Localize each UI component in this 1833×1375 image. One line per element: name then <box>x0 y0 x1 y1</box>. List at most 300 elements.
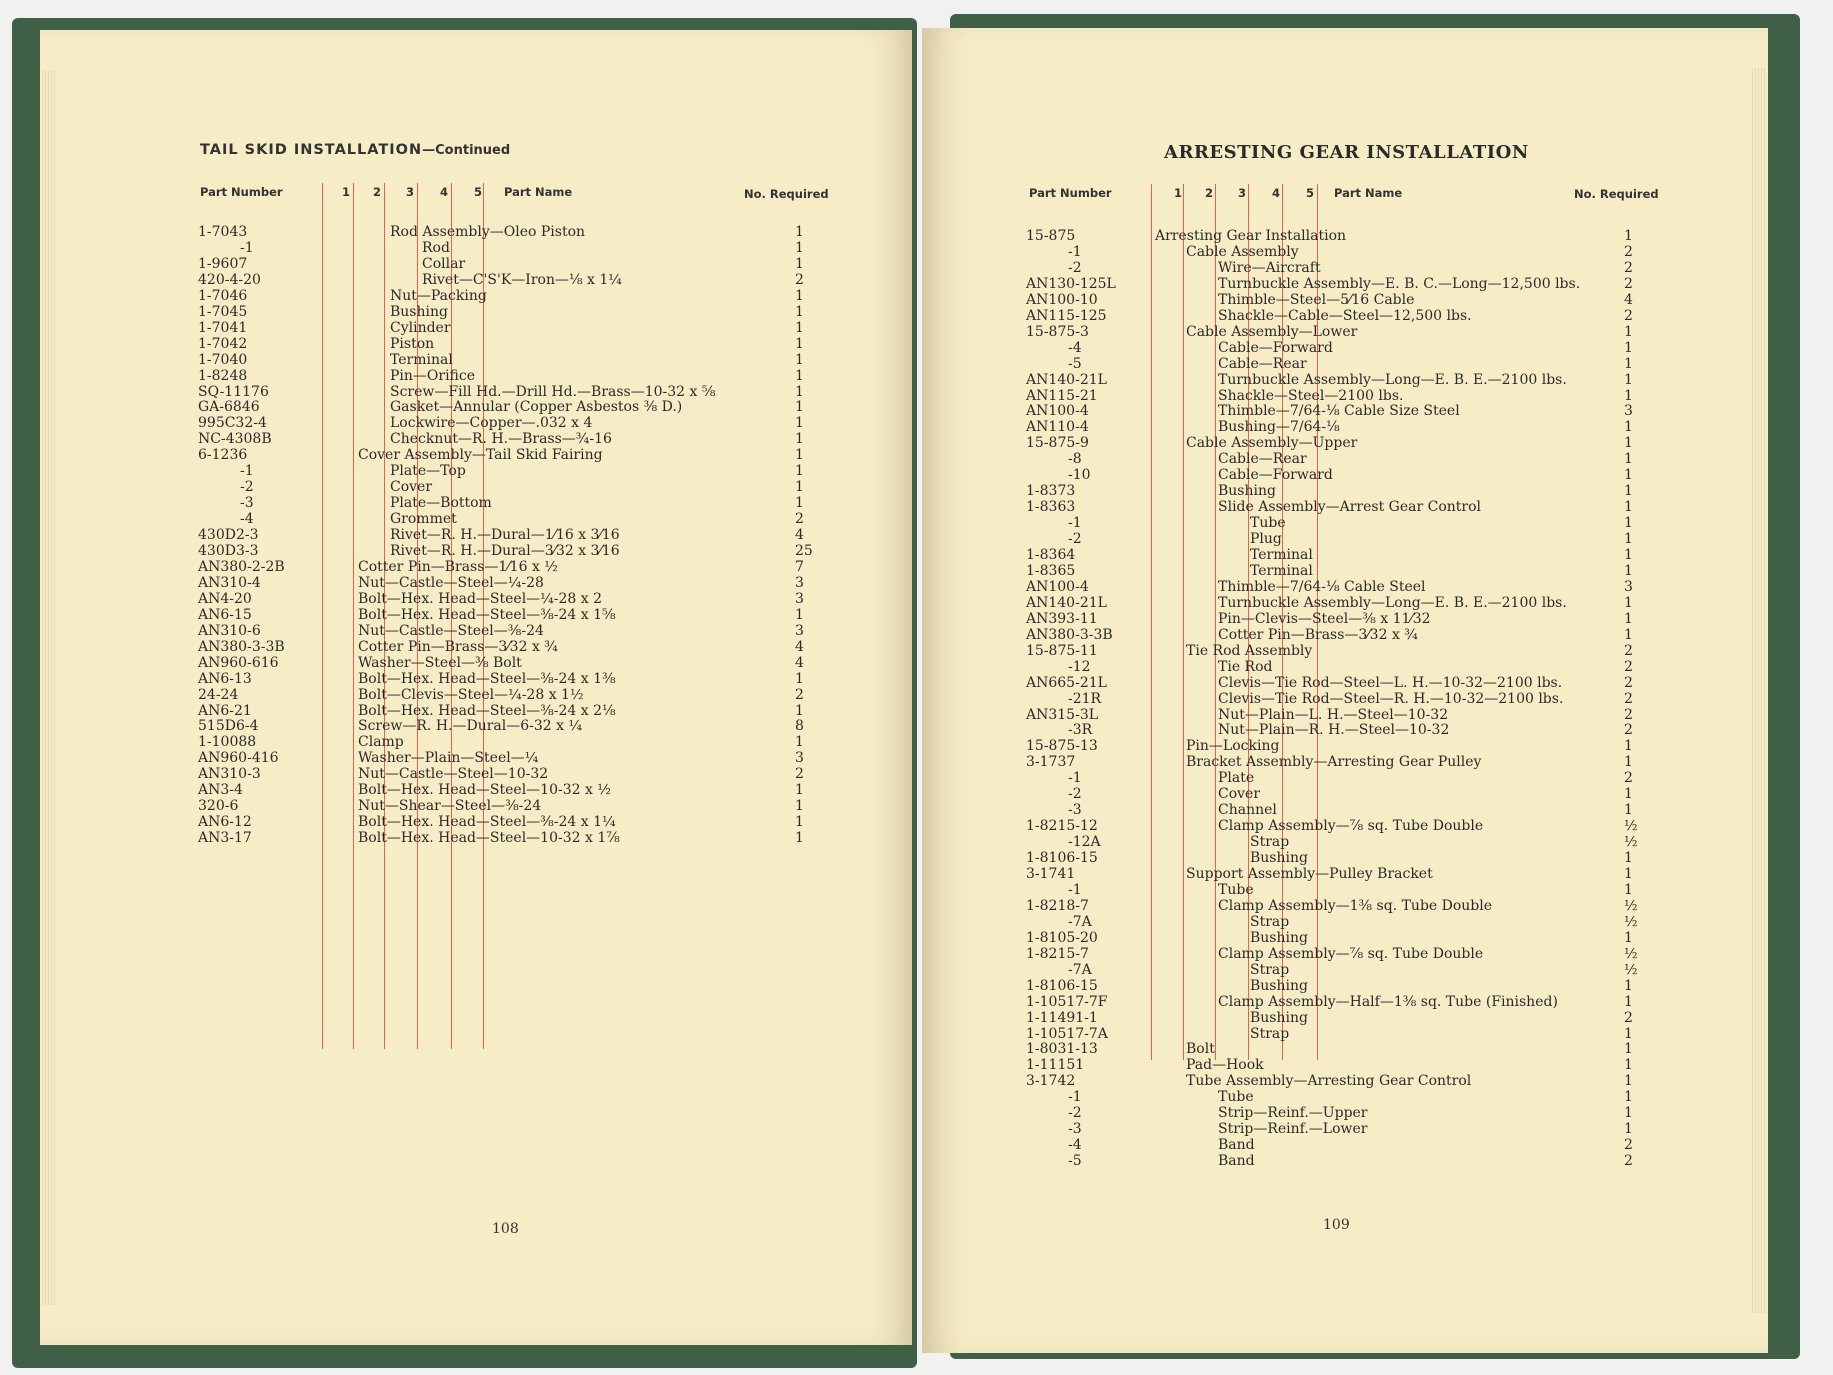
quantity: 2 <box>795 686 804 703</box>
part-number: AN665-21L <box>1026 674 1107 691</box>
table-row <box>922 627 1762 643</box>
part-number: -12A <box>1068 834 1101 851</box>
part-number: AN310-6 <box>198 622 261 639</box>
part-number: 430D3-3 <box>198 543 259 559</box>
part-name: Turnbuckle Assembly—E. B. C.—Long—12,500 lbs. <box>1218 275 1581 292</box>
quantity: 2 <box>1624 674 1633 691</box>
header-no-required: No. Required <box>744 187 829 201</box>
table-row <box>922 531 1762 547</box>
part-number: -2 <box>1068 259 1082 276</box>
table-row <box>922 754 1762 770</box>
part-number: AN4-20 <box>198 590 252 607</box>
table-row <box>40 623 910 639</box>
part-name: Thimble—Steel—5⁄16 Cable <box>1218 291 1415 308</box>
part-name: Turnbuckle Assembly—Long—E. B. E.—2100 lbs. <box>1218 371 1567 388</box>
part-name: Cable—Forward <box>1218 339 1333 356</box>
part-name: Rod Assembly—Oleo Piston <box>390 224 586 240</box>
quantity: 1 <box>1624 1057 1633 1074</box>
table-row <box>922 1026 1762 1042</box>
part-number: -4 <box>240 511 254 528</box>
table-row <box>922 946 1762 962</box>
part-number: -2 <box>1068 1105 1082 1122</box>
table-row <box>922 292 1762 308</box>
quantity: 7 <box>795 558 804 575</box>
header-col-5: 5 <box>1306 186 1315 200</box>
part-name: Strap <box>1250 1025 1290 1042</box>
part-name: Bolt—Hex. Head—Steel—10-32 x 1⅞ <box>358 830 620 847</box>
table-row <box>922 1010 1762 1026</box>
part-number: -3 <box>240 495 254 512</box>
table-row <box>40 320 910 336</box>
title-text: TAIL SKID INSTALLATION <box>200 142 423 158</box>
quantity: 1 <box>795 319 804 336</box>
part-number: -3 <box>1068 802 1082 819</box>
quantity: 1 <box>1624 738 1633 755</box>
quantity: 1 <box>795 415 804 432</box>
part-name: Tie Rod Assembly <box>1186 642 1313 659</box>
table-row <box>922 675 1762 691</box>
table-row <box>40 750 910 766</box>
part-name: Strip—Reinf.—Upper <box>1218 1105 1368 1122</box>
table-row <box>40 671 910 687</box>
part-name: Screw—R. H.—Dural—6-32 x ¼ <box>358 718 583 735</box>
quantity: ½ <box>1624 945 1638 962</box>
part-name: Nut—Castle—Steel—10-32 <box>358 766 549 783</box>
part-number: 3-1741 <box>1026 866 1076 882</box>
part-number: 320-6 <box>198 798 239 815</box>
table-row <box>922 1057 1762 1073</box>
part-name: Clamp Assembly—Half—1⅜ sq. Tube (Finished) <box>1218 993 1558 1010</box>
part-name: Collar <box>422 255 466 272</box>
header-part-number: Part Number <box>1029 186 1112 200</box>
part-name: Grommet <box>390 511 457 528</box>
table-row <box>922 978 1762 994</box>
table-row <box>40 527 910 543</box>
table-row <box>40 352 910 368</box>
part-number: -1 <box>240 239 254 256</box>
page-number: 109 <box>1323 1217 1350 1233</box>
table-row <box>40 718 910 734</box>
part-name: Nut—Shear—Steel—⅜-24 <box>358 798 542 815</box>
quantity: 1 <box>1624 993 1633 1010</box>
part-number: AN960-616 <box>198 654 279 671</box>
table-row <box>922 802 1762 818</box>
part-number: -5 <box>1068 355 1082 372</box>
part-number: 1-10517-7A <box>1026 1025 1108 1042</box>
part-number: -1 <box>1068 1089 1082 1106</box>
part-number: AN110-4 <box>1026 419 1089 436</box>
quantity: 1 <box>1624 1025 1633 1042</box>
part-name: Bracket Assembly—Arresting Gear Pulley <box>1186 754 1482 771</box>
table-row <box>40 798 910 814</box>
quantity: 1 <box>1624 866 1633 882</box>
table-row <box>922 707 1762 723</box>
table-row <box>922 1105 1762 1121</box>
quantity: 1 <box>795 255 804 272</box>
part-name: Clevis—Tie Rod—Steel—R. H.—10-32—2100 lbs. <box>1218 690 1564 707</box>
part-name: Rod <box>422 239 450 256</box>
part-name: Nut—Castle—Steel—¼-28 <box>358 574 544 591</box>
header-col-4: 4 <box>440 185 449 199</box>
part-name: Band <box>1218 1153 1255 1170</box>
quantity: 1 <box>1624 610 1633 627</box>
table-row <box>922 340 1762 356</box>
part-name: Cable—Forward <box>1218 467 1333 484</box>
part-name: Slide Assembly—Arrest Gear Control <box>1218 499 1482 516</box>
quantity: 1 <box>1624 531 1633 548</box>
part-number: AN380-3-3B <box>1026 626 1113 643</box>
quantity: 1 <box>795 335 804 352</box>
part-name: Cover <box>390 479 433 496</box>
table-row <box>922 499 1762 515</box>
part-number: -10 <box>1068 467 1091 484</box>
part-name: Pin—Locking <box>1186 738 1280 755</box>
part-name: Bolt—Hex. Head—Steel—⅜-24 x 1⅜ <box>358 670 616 687</box>
table-row <box>40 463 910 479</box>
part-name: Bolt—Hex. Head—Steel—¼-28 x 2 <box>358 590 602 607</box>
table-row <box>922 276 1762 292</box>
table-row <box>40 447 910 463</box>
part-number: -2 <box>1068 786 1082 803</box>
part-number: 1-8365 <box>1026 562 1076 579</box>
quantity: 1 <box>1624 1089 1633 1106</box>
quantity: 1 <box>1624 419 1633 436</box>
part-number: -4 <box>1068 1137 1082 1154</box>
part-number: 420-4-20 <box>198 271 261 288</box>
part-name: Pin—Orifice <box>390 367 476 384</box>
table-row <box>40 734 910 750</box>
quantity: 4 <box>795 527 804 544</box>
part-name: Cover Assembly—Tail Skid Fairing <box>358 447 603 464</box>
left-page <box>40 30 912 1345</box>
part-number: -3R <box>1068 722 1093 739</box>
quantity: 1 <box>795 830 804 847</box>
table-row <box>40 543 910 559</box>
table-row <box>922 866 1762 882</box>
part-number: 3-1742 <box>1026 1073 1076 1090</box>
part-name: Pin—Clevis—Steel—⅜ x 11⁄32 <box>1218 610 1431 627</box>
quantity: 8 <box>795 718 804 735</box>
header-col-3: 3 <box>1238 186 1247 200</box>
part-name: Bolt—Hex. Head—Steel—10-32 x ½ <box>358 782 611 799</box>
table-row <box>40 607 910 623</box>
part-name: Arresting Gear Installation <box>1155 228 1347 244</box>
table-row <box>922 770 1762 786</box>
quantity: 1 <box>795 734 804 751</box>
part-number: -4 <box>1068 339 1082 356</box>
table-row <box>40 814 910 830</box>
quantity: 1 <box>795 303 804 320</box>
part-number: -1 <box>1068 881 1082 898</box>
part-number: -2 <box>1068 531 1082 548</box>
part-number: 1-11151 <box>1026 1057 1085 1074</box>
part-name: Support Assembly—Pulley Bracket <box>1186 866 1433 882</box>
table-row <box>922 818 1762 834</box>
part-name: Bolt—Hex. Head—Steel—⅜-24 x 2⅛ <box>358 702 616 719</box>
table-row <box>922 595 1762 611</box>
part-name: Wire—Aircraft <box>1218 259 1321 276</box>
part-number: 1-7041 <box>198 319 248 336</box>
part-name: Terminal <box>1250 562 1313 579</box>
part-name: Bolt—Hex. Head—Steel—⅜-24 x 1⅝ <box>358 606 616 623</box>
part-name: Shackle—Cable—Steel—12,500 lbs. <box>1218 307 1472 324</box>
quantity: 25 <box>795 543 813 559</box>
part-number: -2 <box>240 479 254 496</box>
part-name: Screw—Fill Hd.—Drill Hd.—Brass—10-32 x ⅝ <box>390 383 716 400</box>
quantity: 1 <box>1624 850 1633 867</box>
table-row <box>40 272 910 288</box>
quantity: 2 <box>1624 690 1633 707</box>
quantity: 1 <box>795 383 804 400</box>
part-number: AN130-125L <box>1026 275 1116 292</box>
part-name: Checknut—R. H.—Brass—¾-16 <box>390 431 612 448</box>
part-name: Channel <box>1218 802 1277 819</box>
part-number: 24-24 <box>198 686 239 703</box>
quantity: 3 <box>795 590 804 607</box>
quantity: ½ <box>1624 834 1638 851</box>
header-col-2: 2 <box>373 185 382 199</box>
table-row <box>922 1121 1762 1137</box>
part-name: Clamp Assembly—1⅜ sq. Tube Double <box>1218 897 1493 914</box>
quantity: 2 <box>1624 770 1633 787</box>
part-number: 1-10517-7F <box>1026 993 1108 1010</box>
table-row <box>922 930 1762 946</box>
quantity: 1 <box>1624 1121 1633 1138</box>
table-row <box>922 324 1762 340</box>
part-name: Strap <box>1250 834 1290 851</box>
table-row <box>922 228 1762 244</box>
quantity: 3 <box>1624 578 1633 595</box>
table-row <box>40 240 910 256</box>
part-name: Bushing <box>390 303 448 320</box>
quantity: 1 <box>795 224 804 240</box>
part-name: Thimble—7/64-⅛ Cable Steel <box>1218 578 1426 595</box>
quantity: 3 <box>795 622 804 639</box>
table-row <box>922 722 1762 738</box>
quantity: 1 <box>795 702 804 719</box>
part-number: AN3-17 <box>198 830 252 847</box>
quantity: 1 <box>1624 467 1633 484</box>
part-name: Cable Assembly—Upper <box>1186 435 1358 452</box>
part-number: AN100-10 <box>1026 291 1098 308</box>
quantity: 2 <box>1624 275 1633 292</box>
quantity: 2 <box>1624 658 1633 675</box>
part-number: 1-8215-12 <box>1026 818 1098 835</box>
table-row <box>922 308 1762 324</box>
part-number: 3-1737 <box>1026 754 1076 771</box>
table-row <box>40 639 910 655</box>
part-number: AN140-21L <box>1026 594 1107 611</box>
table-row <box>922 1089 1762 1105</box>
quantity: 1 <box>795 782 804 799</box>
part-name: Lockwire—Copper—.032 x 4 <box>390 415 593 432</box>
part-name: Nut—Packing <box>390 287 487 304</box>
table-row <box>922 1153 1762 1169</box>
part-name: Strap <box>1250 961 1290 978</box>
part-name: Pad—Hook <box>1186 1057 1264 1074</box>
part-number: AN960-416 <box>198 750 279 767</box>
quantity: 1 <box>795 351 804 368</box>
part-number: 1-8248 <box>198 367 248 384</box>
part-number: GA-6846 <box>198 399 260 416</box>
part-name: Bushing—7/64-⅛ <box>1218 419 1340 436</box>
part-name: Strip—Reinf.—Lower <box>1218 1121 1368 1138</box>
table-row <box>40 479 910 495</box>
table-row <box>40 399 910 415</box>
part-number: AN140-21L <box>1026 371 1107 388</box>
header-col-1: 1 <box>342 185 351 199</box>
part-name: Cable Assembly—Lower <box>1186 323 1358 340</box>
part-number: -1 <box>240 463 254 480</box>
title-suffix: —Continued <box>422 143 511 158</box>
table-row <box>40 575 910 591</box>
table-row <box>40 687 910 703</box>
table-row <box>922 1041 1762 1057</box>
part-number: NC-4308B <box>198 431 272 448</box>
part-number: -21R <box>1068 690 1102 707</box>
part-number: 515D6-4 <box>198 718 259 735</box>
table-row <box>922 994 1762 1010</box>
part-number: 1-8105-20 <box>1026 929 1098 946</box>
header-col-2: 2 <box>1205 186 1214 200</box>
table-row <box>922 483 1762 499</box>
part-number: AN310-4 <box>198 574 261 591</box>
part-name: Rivet—R. H.—Dural—3⁄32 x 3⁄16 <box>390 543 620 559</box>
table-row <box>40 224 910 240</box>
table-row <box>922 882 1762 898</box>
part-number: 1-7043 <box>198 224 248 240</box>
part-number: -7A <box>1068 913 1092 930</box>
quantity: 1 <box>1624 547 1633 563</box>
part-name: Cable—Rear <box>1218 355 1307 372</box>
part-name: Plate—Top <box>390 463 466 480</box>
part-number: 1-8218-7 <box>1026 897 1089 914</box>
table-row <box>922 611 1762 627</box>
quantity: 1 <box>795 670 804 687</box>
part-number: SQ-11176 <box>198 383 269 400</box>
quantity: 2 <box>795 766 804 783</box>
part-name: Rivet—C'S'K—Iron—⅛ x 1¼ <box>422 271 622 288</box>
part-name: Cable Assembly <box>1186 243 1299 260</box>
table-row <box>40 256 910 272</box>
part-name: Plug <box>1250 531 1282 548</box>
table-row <box>40 559 910 575</box>
quantity: 1 <box>1624 483 1633 500</box>
part-number: AN100-4 <box>1026 403 1089 420</box>
part-name: Plate <box>1218 770 1255 787</box>
table-row <box>922 962 1762 978</box>
quantity: 2 <box>1624 722 1633 739</box>
part-number: 1-8215-7 <box>1026 945 1089 962</box>
part-number: 1-8031-13 <box>1026 1041 1098 1058</box>
quantity: ½ <box>1624 897 1638 914</box>
header-col-4: 4 <box>1272 186 1281 200</box>
quantity: 1 <box>795 479 804 496</box>
table-row <box>922 388 1762 404</box>
table-row <box>922 691 1762 707</box>
table-row <box>922 244 1762 260</box>
quantity: 3 <box>795 750 804 767</box>
quantity: ½ <box>1624 961 1638 978</box>
quantity: 1 <box>1624 626 1633 643</box>
table-row <box>922 563 1762 579</box>
quantity: 1 <box>1624 515 1633 532</box>
quantity: 1 <box>1624 435 1633 452</box>
quantity: 1 <box>1624 339 1633 356</box>
part-number: -8 <box>1068 451 1082 468</box>
table-row <box>40 495 910 511</box>
table-row <box>40 655 910 671</box>
quantity: ½ <box>1624 818 1638 835</box>
part-name: Cylinder <box>390 319 451 336</box>
right-page <box>922 28 1768 1353</box>
table-row <box>922 898 1762 914</box>
part-number: 1-11491-1 <box>1026 1009 1098 1026</box>
part-name: Cotter Pin—Brass—3⁄32 x ¾ <box>1218 626 1418 643</box>
part-name: Tube <box>1250 515 1286 532</box>
quantity: 2 <box>795 511 804 528</box>
quantity: 1 <box>1624 387 1633 404</box>
part-name: Thimble—7/64-⅛ Cable Size Steel <box>1218 403 1460 420</box>
table-row <box>922 260 1762 276</box>
part-name: Bolt—Hex. Head—Steel—⅜-24 x 1¼ <box>358 814 616 831</box>
table-row <box>40 415 910 431</box>
quantity: 1 <box>795 399 804 416</box>
quantity: 2 <box>1624 243 1633 260</box>
part-number: -1 <box>1068 515 1082 532</box>
part-number: -1 <box>1068 770 1082 787</box>
quantity: 1 <box>1624 754 1633 771</box>
table-row <box>922 515 1762 531</box>
table-row <box>40 591 910 607</box>
part-number: 1-8373 <box>1026 483 1076 500</box>
quantity: 1 <box>1624 786 1633 803</box>
quantity: 1 <box>1624 802 1633 819</box>
part-number: AN315-3L <box>1026 706 1099 723</box>
quantity: 1 <box>1624 228 1633 244</box>
part-name: Terminal <box>1250 547 1313 563</box>
header-col-3: 3 <box>406 185 415 199</box>
part-name: Shackle—Steel—2100 lbs. <box>1218 387 1404 404</box>
header-col-5: 5 <box>474 185 483 199</box>
quantity: 1 <box>795 431 804 448</box>
part-number: AN380-3-3B <box>198 638 285 655</box>
quantity: 2 <box>1624 642 1633 659</box>
part-name: Cotter Pin—Brass—3⁄32 x ¾ <box>358 638 558 655</box>
quantity: 4 <box>1624 291 1633 308</box>
part-number: 995C32-4 <box>198 415 267 432</box>
part-number: AN6-21 <box>198 702 252 719</box>
table-row <box>922 579 1762 595</box>
part-number: 1-8106-15 <box>1026 850 1098 867</box>
quantity: 2 <box>1624 259 1633 276</box>
part-number: 1-8106-15 <box>1026 977 1098 994</box>
part-number: 1-7042 <box>198 335 248 352</box>
part-number: 6-1236 <box>198 447 248 464</box>
quantity: 1 <box>795 463 804 480</box>
part-name: Cable—Rear <box>1218 451 1307 468</box>
part-name: Washer—Plain—Steel—¼ <box>358 750 539 767</box>
part-name: Clamp Assembly—⅞ sq. Tube Double <box>1218 818 1484 835</box>
part-name: Clamp <box>358 734 404 751</box>
part-number: -12 <box>1068 658 1091 675</box>
part-name: Bolt <box>1186 1041 1215 1058</box>
part-number: 15-875-9 <box>1026 435 1089 452</box>
part-name: Cover <box>1218 786 1261 803</box>
header-part-name: Part Name <box>1334 186 1403 200</box>
part-number: AN310-3 <box>198 766 261 783</box>
part-name: Clevis—Tie Rod—Steel—L. H.—10-32—2100 lbs. <box>1218 674 1563 691</box>
